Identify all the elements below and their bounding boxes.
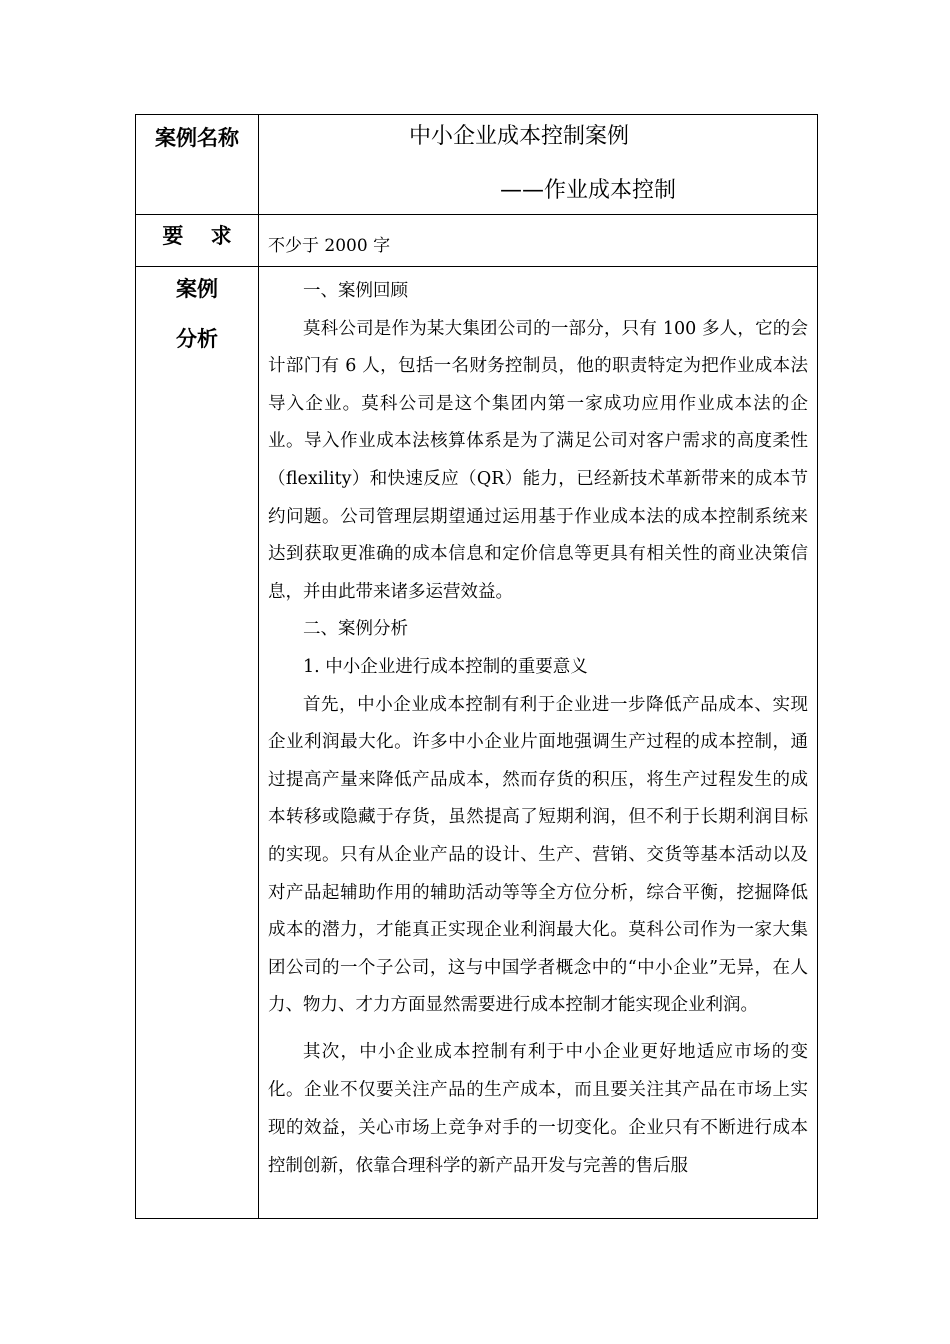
paragraph-case-review: 莫科公司是作为某大集团公司的一部分，只有 100 多人，它的会计部门有 6 人，包括一名财务控制员，他的职责特定为把作业成本法导入企业。莫科公司是这个集团内第一家成功应用作业成本法的企业。导入作业成本法核算体系是为了满足公司对客户需求的高度柔性（flexility）和快速反应（QR）能力，已经新技术革新带来的成本节约问题。公司管理层期望通过运用基于作业成本法的成本控制系统来达到获取更准确的成本信息和定价信息等更具有相关性的商业决策信息，并由此带来诸多运营效益。 [268, 318, 808, 602]
case-name-row [136, 115, 817, 214]
requirement-value: 不少于 2000 字 [268, 236, 391, 256]
section-heading-analysis: 二、案例分析 [303, 619, 408, 640]
analysis-body [268, 273, 808, 1185]
case-title: 中小企业成本控制案例 [409, 124, 630, 149]
case-subtitle: ——作业成本控制 [500, 178, 677, 203]
analysis-row [136, 266, 817, 1218]
paragraph-second-point: 其次，中小企业成本控制有利于中小企业更好地适应市场的变化。企业不仅要关注产品的生产成本，而且要关注其产品在市场上实现的效益，关心市场上竞争对手的一切变化。企业只有不断进行成本控制创新，依靠合理科学的新产品开发与完善的售后服 [268, 1041, 808, 1176]
case-name-label: 案例名称 [136, 115, 259, 214]
section-heading-review: 一、案例回顾 [303, 281, 408, 301]
subheading-importance: 1. 中小企业进行成本控制的重要意义 [303, 656, 588, 677]
requirement-cell [259, 215, 817, 266]
requirement-label: 要 求 [136, 215, 259, 266]
case-name-cell [259, 115, 817, 214]
requirement-row [136, 214, 817, 266]
case-table [135, 114, 818, 1219]
analysis-label-line2: 分析 [176, 327, 218, 351]
paragraph-first-point: 首先，中小企业成本控制有利于企业进一步降低产品成本、实现企业利润最大化。许多中小企业片面地强调生产过程的成本控制，通过提高产量来降低产品成本，然而存货的积压，将生产过程发生的成本转移或隐藏于存货，虽然提高了短期利润，但不利于长期利润目标的实现。只有从企业产品的设计、生产、营销、交货等基本活动以及对产品起辅助作用的辅助活动等等全方位分析，综合平衡，挖掘降低成本的潜力，才能真正实现企业利润最大化。莫科公司作为一家大集团公司的一个子公司，这与中国学者概念中的“中小企业”无异，在人力、物力、才力方面显然需要进行成本控制才能实现企业利润。 [268, 694, 808, 1016]
analysis-label-line1: 案例 [176, 277, 218, 301]
analysis-label-cell [136, 267, 259, 1218]
analysis-cell [259, 267, 817, 1218]
